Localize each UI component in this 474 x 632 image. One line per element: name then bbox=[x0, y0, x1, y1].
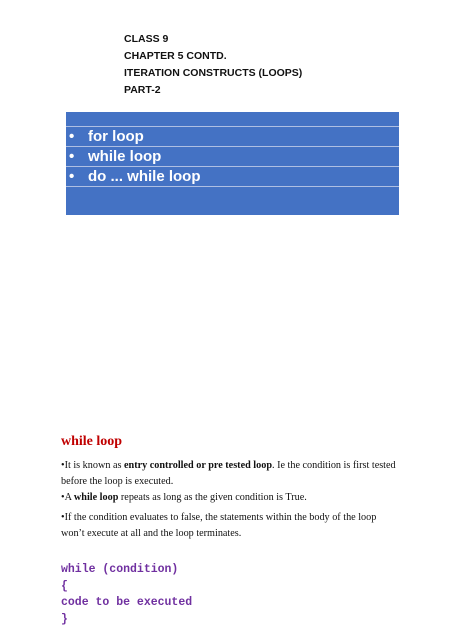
paragraph-repeats bbox=[61, 490, 401, 506]
code-line: code to be executed bbox=[61, 596, 193, 609]
loop-item-label: for loop bbox=[88, 128, 144, 145]
header-class: CLASS 9 bbox=[124, 33, 169, 45]
para-text: •A bbox=[61, 492, 74, 503]
para-text: •It is known as bbox=[61, 460, 124, 471]
header-part: PART-2 bbox=[124, 84, 161, 96]
header-chapter: CHAPTER 5 CONTD. bbox=[124, 50, 227, 62]
para-text: . Ie the condition is first tested before the loop is executed. bbox=[61, 460, 396, 487]
code-line: { bbox=[61, 579, 68, 593]
para-text: repeats as long as the given condition is True. bbox=[118, 492, 307, 503]
para-bold-text: entry controlled or pre tested loop bbox=[124, 460, 272, 471]
section-title: while loop bbox=[61, 434, 123, 449]
loop-item-do-while bbox=[66, 167, 399, 187]
box-top-band bbox=[66, 112, 399, 127]
bullet-icon: • bbox=[69, 128, 75, 145]
loop-item-label: while loop bbox=[88, 148, 162, 165]
code-block bbox=[61, 562, 192, 628]
loop-types-box bbox=[66, 112, 399, 215]
loop-item-for bbox=[66, 127, 399, 147]
bullet-icon: • bbox=[69, 168, 75, 185]
paragraph-entry-controlled bbox=[61, 458, 401, 489]
bullet-icon: • bbox=[69, 148, 75, 165]
para-bold-text: while loop bbox=[73, 492, 119, 503]
loop-item-while bbox=[66, 147, 399, 167]
loop-item-label: do ... while loop bbox=[88, 168, 201, 185]
document-header bbox=[124, 31, 302, 99]
header-topic: ITERATION CONSTRUCTS (LOOPS) bbox=[124, 67, 303, 79]
code-line: } bbox=[61, 612, 68, 626]
code-line: while (condition) bbox=[61, 563, 179, 576]
paragraph-false-condition: •If the condition evaluates to false, the statements within the body of the loop won’t execute at all and the loop terminates. bbox=[61, 512, 377, 539]
